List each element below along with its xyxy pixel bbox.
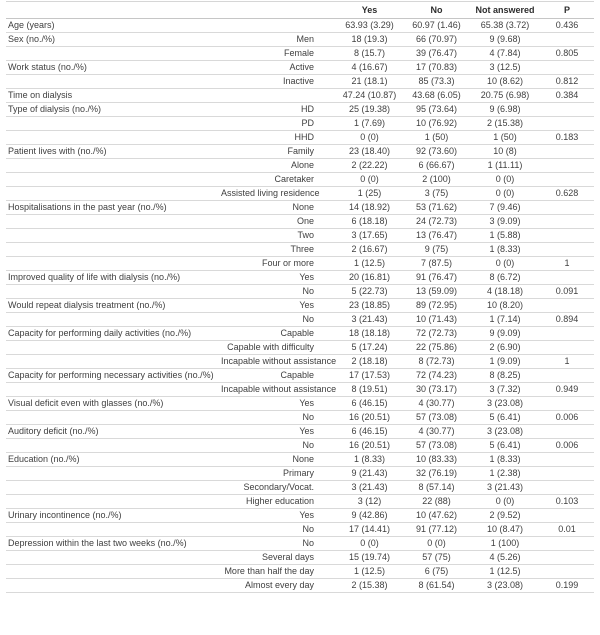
table-row: [6, 131, 594, 145]
cell-p-value: [540, 243, 594, 257]
cell-p-value: 0.199: [540, 579, 594, 593]
cell-yes: 1 (8.33): [336, 453, 403, 467]
table-row: [6, 159, 594, 173]
cell-not-answered: 10 (8): [470, 145, 540, 159]
header-row: [6, 2, 594, 19]
row-label: [6, 523, 221, 537]
table-row: [6, 257, 594, 271]
table-row: [6, 383, 594, 397]
row-label: Work status (no./%): [6, 61, 221, 75]
row-label: Depression within the last two weeks (no./%): [6, 537, 221, 551]
cell-yes: 25 (19.38): [336, 103, 403, 117]
cell-not-answered: 1 (8.33): [470, 243, 540, 257]
cell-yes: 6 (46.15): [336, 397, 403, 411]
cell-no: 66 (70.97): [403, 33, 470, 47]
cell-no: 10 (76.92): [403, 117, 470, 131]
row-label: [6, 215, 221, 229]
row-label: Urinary incontinence (no./%): [6, 509, 221, 523]
row-label: Capacity for performing daily activities (no./%): [6, 327, 221, 341]
cell-no: 91 (77.12): [403, 523, 470, 537]
cell-yes: 18 (19.3): [336, 33, 403, 47]
row-sublabel: Capable with difficulty: [221, 341, 336, 355]
row-sublabel: No: [221, 523, 336, 537]
cell-not-answered: 9 (9.09): [470, 327, 540, 341]
cell-yes: 1 (12.5): [336, 565, 403, 579]
cell-not-answered: 3 (12.5): [470, 61, 540, 75]
cell-yes: 9 (42.86): [336, 509, 403, 523]
cell-p-value: 1: [540, 257, 594, 271]
header-category-blank: [221, 2, 336, 19]
row-label: [6, 565, 221, 579]
cell-p-value: 0.006: [540, 411, 594, 425]
cell-no: 6 (75): [403, 565, 470, 579]
table-row: [6, 369, 594, 383]
cell-no: 39 (76.47): [403, 47, 470, 61]
row-label: Type of dialysis (no./%): [6, 103, 221, 117]
header-variable-blank: [6, 2, 221, 19]
cell-not-answered: 4 (7.84): [470, 47, 540, 61]
table-row: [6, 509, 594, 523]
row-label: [6, 173, 221, 187]
cell-not-answered: 2 (6.90): [470, 341, 540, 355]
cell-no: 92 (73.60): [403, 145, 470, 159]
row-label: Improved quality of life with dialysis (no./%): [6, 271, 221, 285]
row-label: [6, 117, 221, 131]
cell-yes: 15 (19.74): [336, 551, 403, 565]
row-sublabel: Inactive: [221, 75, 336, 89]
cell-not-answered: 1 (9.09): [470, 355, 540, 369]
cell-no: 8 (61.54): [403, 579, 470, 593]
cell-no: 32 (76.19): [403, 467, 470, 481]
cell-yes: 18 (18.18): [336, 327, 403, 341]
cell-p-value: 0.01: [540, 523, 594, 537]
table-row: [6, 313, 594, 327]
cell-p-value: [540, 33, 594, 47]
cell-not-answered: 0 (0): [470, 187, 540, 201]
cell-no: 8 (57.14): [403, 481, 470, 495]
cell-not-answered: 3 (21.43): [470, 481, 540, 495]
cell-not-answered: 0 (0): [470, 173, 540, 187]
cell-not-answered: 1 (11.11): [470, 159, 540, 173]
row-sublabel: Caretaker: [221, 173, 336, 187]
cell-yes: 3 (12): [336, 495, 403, 509]
cell-not-answered: 5 (6.41): [470, 439, 540, 453]
cell-yes: 23 (18.85): [336, 299, 403, 313]
row-label: [6, 313, 221, 327]
cell-p-value: [540, 201, 594, 215]
table-row: [6, 579, 594, 593]
table-row: [6, 327, 594, 341]
cell-no: 7 (87.5): [403, 257, 470, 271]
cell-no: 10 (71.43): [403, 313, 470, 327]
row-sublabel: Capable: [221, 327, 336, 341]
table-row: [6, 523, 594, 537]
row-sublabel: Family: [221, 145, 336, 159]
cell-no: 0 (0): [403, 537, 470, 551]
header-yes: Yes: [336, 2, 403, 19]
cell-p-value: 0.805: [540, 47, 594, 61]
cell-yes: 5 (17.24): [336, 341, 403, 355]
cell-no: 1 (50): [403, 131, 470, 145]
table-row: [6, 61, 594, 75]
cell-not-answered: 4 (18.18): [470, 285, 540, 299]
cell-p-value: [540, 397, 594, 411]
cell-not-answered: 20.75 (6.98): [470, 89, 540, 103]
row-sublabel: No: [221, 439, 336, 453]
table-row: [6, 453, 594, 467]
cell-p-value: 0.894: [540, 313, 594, 327]
row-sublabel: Almost every day: [221, 579, 336, 593]
row-label: [6, 495, 221, 509]
cell-no: 57 (73.08): [403, 411, 470, 425]
row-sublabel: Secondary/Vocat.: [221, 481, 336, 495]
cell-not-answered: 65.38 (3.72): [470, 19, 540, 33]
cell-p-value: 0.384: [540, 89, 594, 103]
cell-not-answered: 8 (6.72): [470, 271, 540, 285]
cell-yes: 0 (0): [336, 537, 403, 551]
table-row: [6, 19, 594, 33]
cell-p-value: [540, 509, 594, 523]
cell-yes: 4 (16.67): [336, 61, 403, 75]
cell-not-answered: 0 (0): [470, 495, 540, 509]
row-sublabel: Assisted living residence: [221, 187, 336, 201]
row-sublabel: Active: [221, 61, 336, 75]
cell-not-answered: 0 (0): [470, 257, 540, 271]
cell-yes: 63.93 (3.29): [336, 19, 403, 33]
cell-no: 53 (71.62): [403, 201, 470, 215]
table-row: [6, 425, 594, 439]
cell-not-answered: 1 (12.5): [470, 565, 540, 579]
cell-p-value: 1: [540, 355, 594, 369]
table-row: [6, 229, 594, 243]
cell-p-value: 0.183: [540, 131, 594, 145]
cell-p-value: 0.628: [540, 187, 594, 201]
cell-p-value: [540, 61, 594, 75]
cell-yes: 1 (12.5): [336, 257, 403, 271]
row-sublabel: Yes: [221, 509, 336, 523]
cell-p-value: [540, 103, 594, 117]
cell-no: 95 (73.64): [403, 103, 470, 117]
cell-p-value: [540, 341, 594, 355]
table-row: [6, 173, 594, 187]
row-sublabel: Men: [221, 33, 336, 47]
table-body: [6, 19, 594, 593]
cell-not-answered: 3 (9.09): [470, 215, 540, 229]
cell-p-value: [540, 551, 594, 565]
table-row: [6, 75, 594, 89]
table-row: [6, 467, 594, 481]
cell-yes: 16 (20.51): [336, 439, 403, 453]
row-label: [6, 243, 221, 257]
cell-not-answered: 4 (5.26): [470, 551, 540, 565]
row-label: [6, 439, 221, 453]
row-sublabel: Female: [221, 47, 336, 61]
cell-yes: 0 (0): [336, 131, 403, 145]
cell-not-answered: 10 (8.62): [470, 75, 540, 89]
cell-p-value: [540, 173, 594, 187]
cell-not-answered: 1 (50): [470, 131, 540, 145]
cell-p-value: 0.949: [540, 383, 594, 397]
patient-characteristics-table: [6, 1, 594, 593]
cell-yes: 47.24 (10.87): [336, 89, 403, 103]
row-sublabel: HHD: [221, 131, 336, 145]
table-row: [6, 285, 594, 299]
cell-not-answered: 1 (5.88): [470, 229, 540, 243]
row-label: [6, 341, 221, 355]
row-sublabel: Primary: [221, 467, 336, 481]
cell-p-value: [540, 271, 594, 285]
cell-yes: 2 (18.18): [336, 355, 403, 369]
row-sublabel: No: [221, 313, 336, 327]
cell-no: 2 (100): [403, 173, 470, 187]
row-sublabel: No: [221, 285, 336, 299]
cell-not-answered: 9 (9.68): [470, 33, 540, 47]
cell-no: 30 (73.17): [403, 383, 470, 397]
row-sublabel: Incapable without assistance: [221, 355, 336, 369]
cell-yes: 20 (16.81): [336, 271, 403, 285]
row-label: Visual deficit even with glasses (no./%): [6, 397, 221, 411]
row-sublabel: No: [221, 537, 336, 551]
cell-no: 6 (66.67): [403, 159, 470, 173]
cell-p-value: [540, 565, 594, 579]
header-p-value: P: [540, 2, 594, 19]
cell-p-value: [540, 117, 594, 131]
cell-p-value: 0.103: [540, 495, 594, 509]
cell-p-value: 0.436: [540, 19, 594, 33]
cell-not-answered: 5 (6.41): [470, 411, 540, 425]
cell-p-value: [540, 425, 594, 439]
row-label: Hospitalisations in the past year (no./%): [6, 201, 221, 215]
row-label: Patient lives with (no./%): [6, 145, 221, 159]
row-sublabel: Yes: [221, 397, 336, 411]
row-label: [6, 551, 221, 565]
row-sublabel: Several days: [221, 551, 336, 565]
cell-not-answered: 1 (2.38): [470, 467, 540, 481]
cell-p-value: [540, 145, 594, 159]
row-label: Auditory deficit (no./%): [6, 425, 221, 439]
cell-yes: 8 (19.51): [336, 383, 403, 397]
cell-yes: 5 (22.73): [336, 285, 403, 299]
row-label: [6, 229, 221, 243]
table-row: [6, 271, 594, 285]
table-row: [6, 411, 594, 425]
table-row: [6, 551, 594, 565]
cell-no: 72 (74.23): [403, 369, 470, 383]
cell-p-value: [540, 159, 594, 173]
cell-not-answered: 1 (7.14): [470, 313, 540, 327]
row-sublabel: [221, 19, 336, 33]
row-label: [6, 257, 221, 271]
row-sublabel: Higher education: [221, 495, 336, 509]
table-row: [6, 243, 594, 257]
table-row: [6, 565, 594, 579]
cell-no: 13 (76.47): [403, 229, 470, 243]
cell-no: 22 (75.86): [403, 341, 470, 355]
cell-p-value: 0.812: [540, 75, 594, 89]
cell-p-value: [540, 467, 594, 481]
table-row: [6, 495, 594, 509]
row-sublabel: Alone: [221, 159, 336, 173]
cell-p-value: [540, 327, 594, 341]
row-sublabel: HD: [221, 103, 336, 117]
row-label: [6, 131, 221, 145]
row-sublabel: None: [221, 201, 336, 215]
cell-no: 57 (75): [403, 551, 470, 565]
cell-yes: 16 (20.51): [336, 411, 403, 425]
cell-no: 10 (47.62): [403, 509, 470, 523]
row-sublabel: Yes: [221, 425, 336, 439]
row-label: [6, 411, 221, 425]
cell-yes: 6 (46.15): [336, 425, 403, 439]
cell-no: 9 (75): [403, 243, 470, 257]
cell-no: 89 (72.95): [403, 299, 470, 313]
cell-no: 43.68 (6.05): [403, 89, 470, 103]
cell-no: 3 (75): [403, 187, 470, 201]
row-sublabel: Yes: [221, 299, 336, 313]
table-row: [6, 117, 594, 131]
cell-no: 72 (72.73): [403, 327, 470, 341]
row-label: [6, 481, 221, 495]
cell-p-value: [540, 299, 594, 313]
row-sublabel: [221, 89, 336, 103]
table-row: [6, 537, 594, 551]
row-label: [6, 355, 221, 369]
table-row: [6, 187, 594, 201]
cell-not-answered: 10 (8.20): [470, 299, 540, 313]
cell-no: 8 (72.73): [403, 355, 470, 369]
cell-p-value: [540, 229, 594, 243]
row-sublabel: No: [221, 411, 336, 425]
cell-no: 85 (73.3): [403, 75, 470, 89]
row-label: [6, 579, 221, 593]
table-row: [6, 215, 594, 229]
table-row: [6, 355, 594, 369]
cell-yes: 3 (17.65): [336, 229, 403, 243]
row-label: [6, 75, 221, 89]
table-row: [6, 439, 594, 453]
cell-no: 91 (76.47): [403, 271, 470, 285]
row-label: Education (no./%): [6, 453, 221, 467]
table-row: [6, 47, 594, 61]
cell-yes: 2 (22.22): [336, 159, 403, 173]
row-label: [6, 187, 221, 201]
table-row: [6, 341, 594, 355]
cell-not-answered: 3 (7.32): [470, 383, 540, 397]
table-row: [6, 145, 594, 159]
table-row: [6, 201, 594, 215]
row-sublabel: PD: [221, 117, 336, 131]
row-label: Would repeat dialysis treatment (no./%): [6, 299, 221, 313]
row-label: Age (years): [6, 19, 221, 33]
cell-not-answered: 1 (100): [470, 537, 540, 551]
row-label: Sex (no./%): [6, 33, 221, 47]
row-sublabel: Four or more: [221, 257, 336, 271]
cell-yes: 1 (25): [336, 187, 403, 201]
cell-not-answered: 7 (9.46): [470, 201, 540, 215]
table-row: [6, 33, 594, 47]
table-row: [6, 299, 594, 313]
cell-yes: 21 (18.1): [336, 75, 403, 89]
row-label: [6, 285, 221, 299]
cell-not-answered: 3 (23.08): [470, 425, 540, 439]
cell-not-answered: 1 (8.33): [470, 453, 540, 467]
cell-p-value: [540, 453, 594, 467]
cell-no: 24 (72.73): [403, 215, 470, 229]
row-label: Time on dialysis: [6, 89, 221, 103]
cell-yes: 3 (21.43): [336, 313, 403, 327]
table-row: [6, 397, 594, 411]
row-label: [6, 159, 221, 173]
cell-yes: 6 (18.18): [336, 215, 403, 229]
row-label: Capacity for performing necessary activities (no./%): [6, 369, 221, 383]
cell-p-value: 0.006: [540, 439, 594, 453]
row-sublabel: Two: [221, 229, 336, 243]
cell-no: 10 (83.33): [403, 453, 470, 467]
header-no: No: [403, 2, 470, 19]
cell-p-value: [540, 481, 594, 495]
cell-yes: 2 (16.67): [336, 243, 403, 257]
cell-yes: 3 (21.43): [336, 481, 403, 495]
row-sublabel: Three: [221, 243, 336, 257]
cell-yes: 0 (0): [336, 173, 403, 187]
row-label: [6, 47, 221, 61]
table-row: [6, 89, 594, 103]
row-label: [6, 467, 221, 481]
cell-not-answered: 9 (6.98): [470, 103, 540, 117]
cell-yes: 23 (18.40): [336, 145, 403, 159]
cell-no: 13 (59.09): [403, 285, 470, 299]
cell-no: 4 (30.77): [403, 425, 470, 439]
row-sublabel: None: [221, 453, 336, 467]
cell-p-value: [540, 537, 594, 551]
cell-yes: 1 (7.69): [336, 117, 403, 131]
table-row: [6, 103, 594, 117]
cell-not-answered: 10 (8.47): [470, 523, 540, 537]
cell-yes: 2 (15.38): [336, 579, 403, 593]
cell-p-value: [540, 215, 594, 229]
cell-yes: 9 (21.43): [336, 467, 403, 481]
cell-not-answered: 3 (23.08): [470, 397, 540, 411]
row-label: [6, 383, 221, 397]
cell-yes: 14 (18.92): [336, 201, 403, 215]
cell-no: 17 (70.83): [403, 61, 470, 75]
cell-p-value: 0.091: [540, 285, 594, 299]
cell-not-answered: 3 (23.08): [470, 579, 540, 593]
cell-yes: 17 (17.53): [336, 369, 403, 383]
cell-no: 57 (73.08): [403, 439, 470, 453]
row-sublabel: More than half the day: [221, 565, 336, 579]
cell-no: 60.97 (1.46): [403, 19, 470, 33]
row-sublabel: One: [221, 215, 336, 229]
table-row: [6, 481, 594, 495]
cell-not-answered: 2 (9.52): [470, 509, 540, 523]
cell-p-value: [540, 369, 594, 383]
row-sublabel: Capable: [221, 369, 336, 383]
cell-yes: 8 (15.7): [336, 47, 403, 61]
cell-yes: 17 (14.41): [336, 523, 403, 537]
cell-no: 4 (30.77): [403, 397, 470, 411]
cell-not-answered: 8 (8.25): [470, 369, 540, 383]
row-sublabel: Incapable without assistance: [221, 383, 336, 397]
row-sublabel: Yes: [221, 271, 336, 285]
cell-no: 22 (88): [403, 495, 470, 509]
header-not-answered: Not answered: [470, 2, 540, 19]
cell-not-answered: 2 (15.38): [470, 117, 540, 131]
